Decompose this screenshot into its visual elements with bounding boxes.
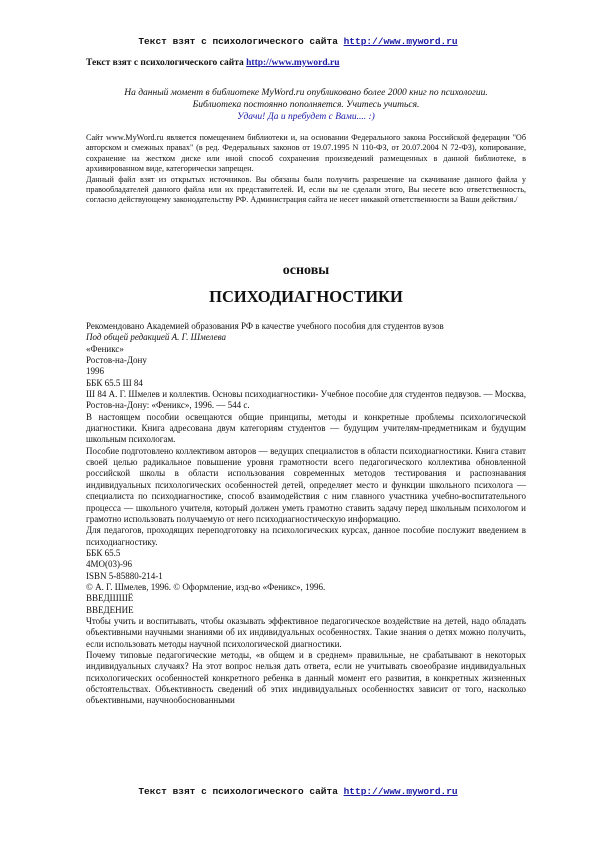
header-text: Текст взят с психологического сайта bbox=[138, 36, 338, 47]
intro-heading-garbled: ВВЕДШШЁ bbox=[86, 593, 134, 604]
notice-line-2: Библиотека постоянно пополняется. Учитесь учиться. bbox=[192, 100, 420, 110]
abstract-paragraph-1: В настоящем пособии освещаются общие принципы, методы и конкретные проблемы психологической диагностики. Книга адресована двум категориям студентов — будущим учителям-предметникам и будущим школьным психологам. bbox=[86, 411, 526, 445]
top-header bbox=[0, 36, 596, 47]
year: 1996 bbox=[86, 366, 104, 377]
notice-line-1: На данный момент в библиотеке MyWord.ru опубликовано более 2000 книг по психологии. bbox=[124, 88, 488, 98]
book-title-line-2: ПСИХОДИАГНОСТИКИ bbox=[209, 287, 403, 306]
intro-paragraph-1: Чтобы учить и воспитывать, чтобы оказывать эффективное педагогическое воздействие на детей, надо обладать объективными научными знаниями об их индивидуальных особенностях. Такие знания о детях можно получить, если использовать методы научной психологической диагностики. bbox=[86, 615, 526, 649]
publisher: «Феникс» bbox=[86, 343, 124, 354]
isbn: ISBN 5-85880-214-1 bbox=[86, 570, 163, 581]
footer-link[interactable]: http://www.myword.ru bbox=[343, 786, 458, 797]
legal-disclaimer bbox=[86, 133, 526, 206]
site-line-text: Текст взят с психологического сайта bbox=[86, 58, 244, 68]
city: Ростов-на-Дону bbox=[86, 355, 147, 366]
library-notice bbox=[86, 87, 526, 123]
bbk-code-2: ББК 65.5 bbox=[86, 547, 121, 558]
header-link[interactable]: http://www.myword.ru bbox=[343, 36, 458, 47]
editor-line: Под общей редакцией А. Г. Шмелева bbox=[86, 332, 226, 343]
intro-heading: ВВЕДЕНИЕ bbox=[86, 604, 134, 615]
bbk-code: ББК 65.5 Ш 84 bbox=[86, 377, 143, 388]
book-body bbox=[86, 321, 526, 707]
citation: Ш 84 А. Г. Шмелев и коллектив. Основы психодиагностики- Учебное пособие для студентов педвузов. — Москва, Ростов-на-Дону: «Феникс», 1996. — 544 с. bbox=[86, 389, 526, 411]
notice-line-3: Удачи! Да и пребудет с Вами.... :) bbox=[237, 112, 375, 122]
site-line-link[interactable]: http://www.myword.ru bbox=[246, 58, 340, 68]
copyright: © А. Г. Шмелев, 1996. © Оформление, изд-во «Феникс», 1996. bbox=[86, 581, 326, 592]
legal-paragraph-2: Данный файл взят из открытых источников. Вы обязаны были получить разрешение на скачивание данного файла у правообладателей данного файла или их представителей. И, если вы не сделали этого, Вы несете всю ответственность, согласно действующему законодательству РФ. Администрация сайта не несет никакой ответственности за Ваши действия./ bbox=[86, 174, 526, 205]
legal-paragraph-1: Сайт www.MyWord.ru является помещением библиотеки и, на основании Федерального закона Российской федерации "Об авторском и смежных правах" (в ред. Федеральных законов от 19.07.1995 N 110-ФЗ, от 20.07.2004 N 72-ФЗ), копирование, сохранение на жестком диске или иной способ сохранения произведений размещенных в данной библиотеке, в архивированном виде, категорически запрещен. bbox=[86, 133, 526, 174]
recommendation: Рекомендовано Академией образования РФ в качестве учебного пособия для студентов вузов bbox=[86, 321, 444, 331]
intro-paragraph-2: Почему типовые педагогические методы, «в общем и в среднем» правильные, не срабатывают в некоторых индивидуальных случаях? На этот вопрос нельзя дать ответа, если не учитывать своеобразие индивидуальных психологических особенностей конкретного ребенка в данный момент его развития, в конкретных жизненных обстоятельствах. Объективность сведений об этих индивидуальных особенностях зависит от того, насколько объективными, научнообоснованными bbox=[86, 649, 526, 706]
bottom-footer bbox=[0, 786, 596, 797]
footer-text: Текст взят с психологического сайта bbox=[138, 786, 338, 797]
book-title-line-1: основы bbox=[282, 263, 330, 278]
abstract-paragraph-3: Для педагогов, проходящих переподготовку на психологических курсах, данное пособие послужит введением в психодиагностику. bbox=[86, 525, 526, 547]
classification-code: 4МО(03)-96 bbox=[86, 559, 132, 570]
site-line bbox=[86, 58, 526, 68]
abstract-paragraph-2: Пособие подготовлено коллективом авторов — ведущих специалистов в области психодиагностики. Книга ставит своей целью радикальное повышение уровня грамотности всего педагогического коллектива обновленной российской школы в области использования современных методов тестирования и распознавания индивидуальных психологических особенностей детей, определяет место и функции школьного психолога — специалиста по психодиагностике, способ взаимодействия с ним главного участника учебно-воспитательного процесса — школьного учителя, который должен уметь грамотно ставить задачу перед школьным психологом и грамотно использовать получаемую от него психодиагностическую информацию. bbox=[86, 445, 526, 524]
